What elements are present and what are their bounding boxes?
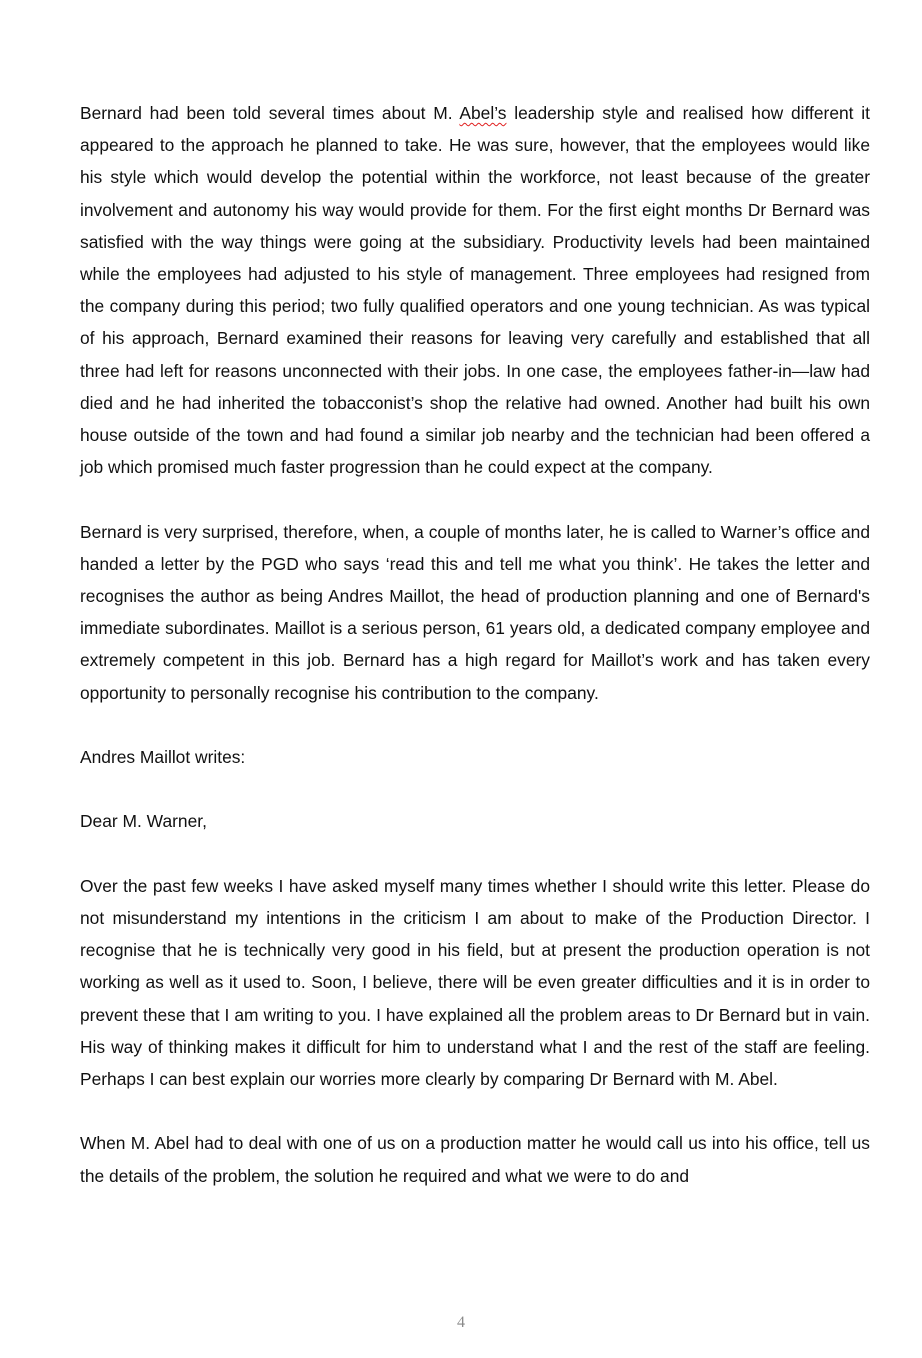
letter-paragraph-comparison: When M. Abel had to deal with one of us on a production matter he would call us into his office, tell us the details of the problem, the solution he required and what we were to do and bbox=[80, 1133, 870, 1186]
paragraph-1-start: Bernard had been told several times about M. bbox=[80, 103, 460, 123]
letter-salutation: Dear M. Warner, bbox=[80, 811, 207, 832]
letter-paragraph-intro: Over the past few weeks I have asked myself many times whether I should write this letter. Please do not misunderstand my intentions in the criticism I am about to make of the Production Director. I recognise that he is technically very good in his field, but at present the production operation is not working as well as it used to. Soon, I believe, there will be even greater difficulties and it is in order to prevent these that I am writing to you. I have explained all the problem areas to Dr Bernard but in vain. His way of thinking makes it difficult for him to understand what I and the rest of the staff are feeling. Perhaps I can best explain our worries more clearly by comparing Dr Bernard with M. Abel. bbox=[80, 875, 870, 1090]
page-number: 4 bbox=[457, 1314, 465, 1331]
paragraph-bernard-surprised: Bernard is very surprised, therefore, when, a couple of months later, he is called to Warner’s office and handed a letter by the PGD who says ‘read this and tell me what you think’. He takes the letter and recognises the author as being Andres Maillot, the head of production planning and one of Bernard's immediate subordinates. Maillot is a serious person, 61 years old, a dedicated company employee and extremely competent in this job. Bernard has a high regard for Maillot’s work and has taken every opportunity to personally recognise his contribution to the company. bbox=[80, 521, 870, 703]
paragraph-1-rest: leadership style and realised how different it appeared to the approach he planned to take. He was sure, however, that the employees would like his style which would develop the potential within the workforce, not least because of the greater involvement and autonomy his way would provide for them. For the first eight months Dr Bernard was satisfied with the way things were going at the subsidiary. Productivity levels had been maintained while the employees had adjusted to his style of management. Three employees had resigned from the company during this period; two fully qualified operators and one young technician. As was typical of his approach, Bernard examined their reasons for leaving very carefully and established that all three had left for reasons unconnected with their jobs. In one case, the employees father-in—law had died and he had inherited the tobacconist’s shop the relative had owned. Another had built his own house outside of the town and had found a similar job nearby and the technician had been offered a job which promised much faster progression than he could expect at the company. bbox=[80, 103, 870, 478]
spellcheck-flagged-word[interactable]: Abel’s bbox=[459, 103, 507, 123]
paragraph-maillot-writes: Andres Maillot writes: bbox=[80, 747, 246, 768]
paragraph-bernard-leadership bbox=[80, 97, 870, 483]
document-body bbox=[80, 97, 870, 1192]
